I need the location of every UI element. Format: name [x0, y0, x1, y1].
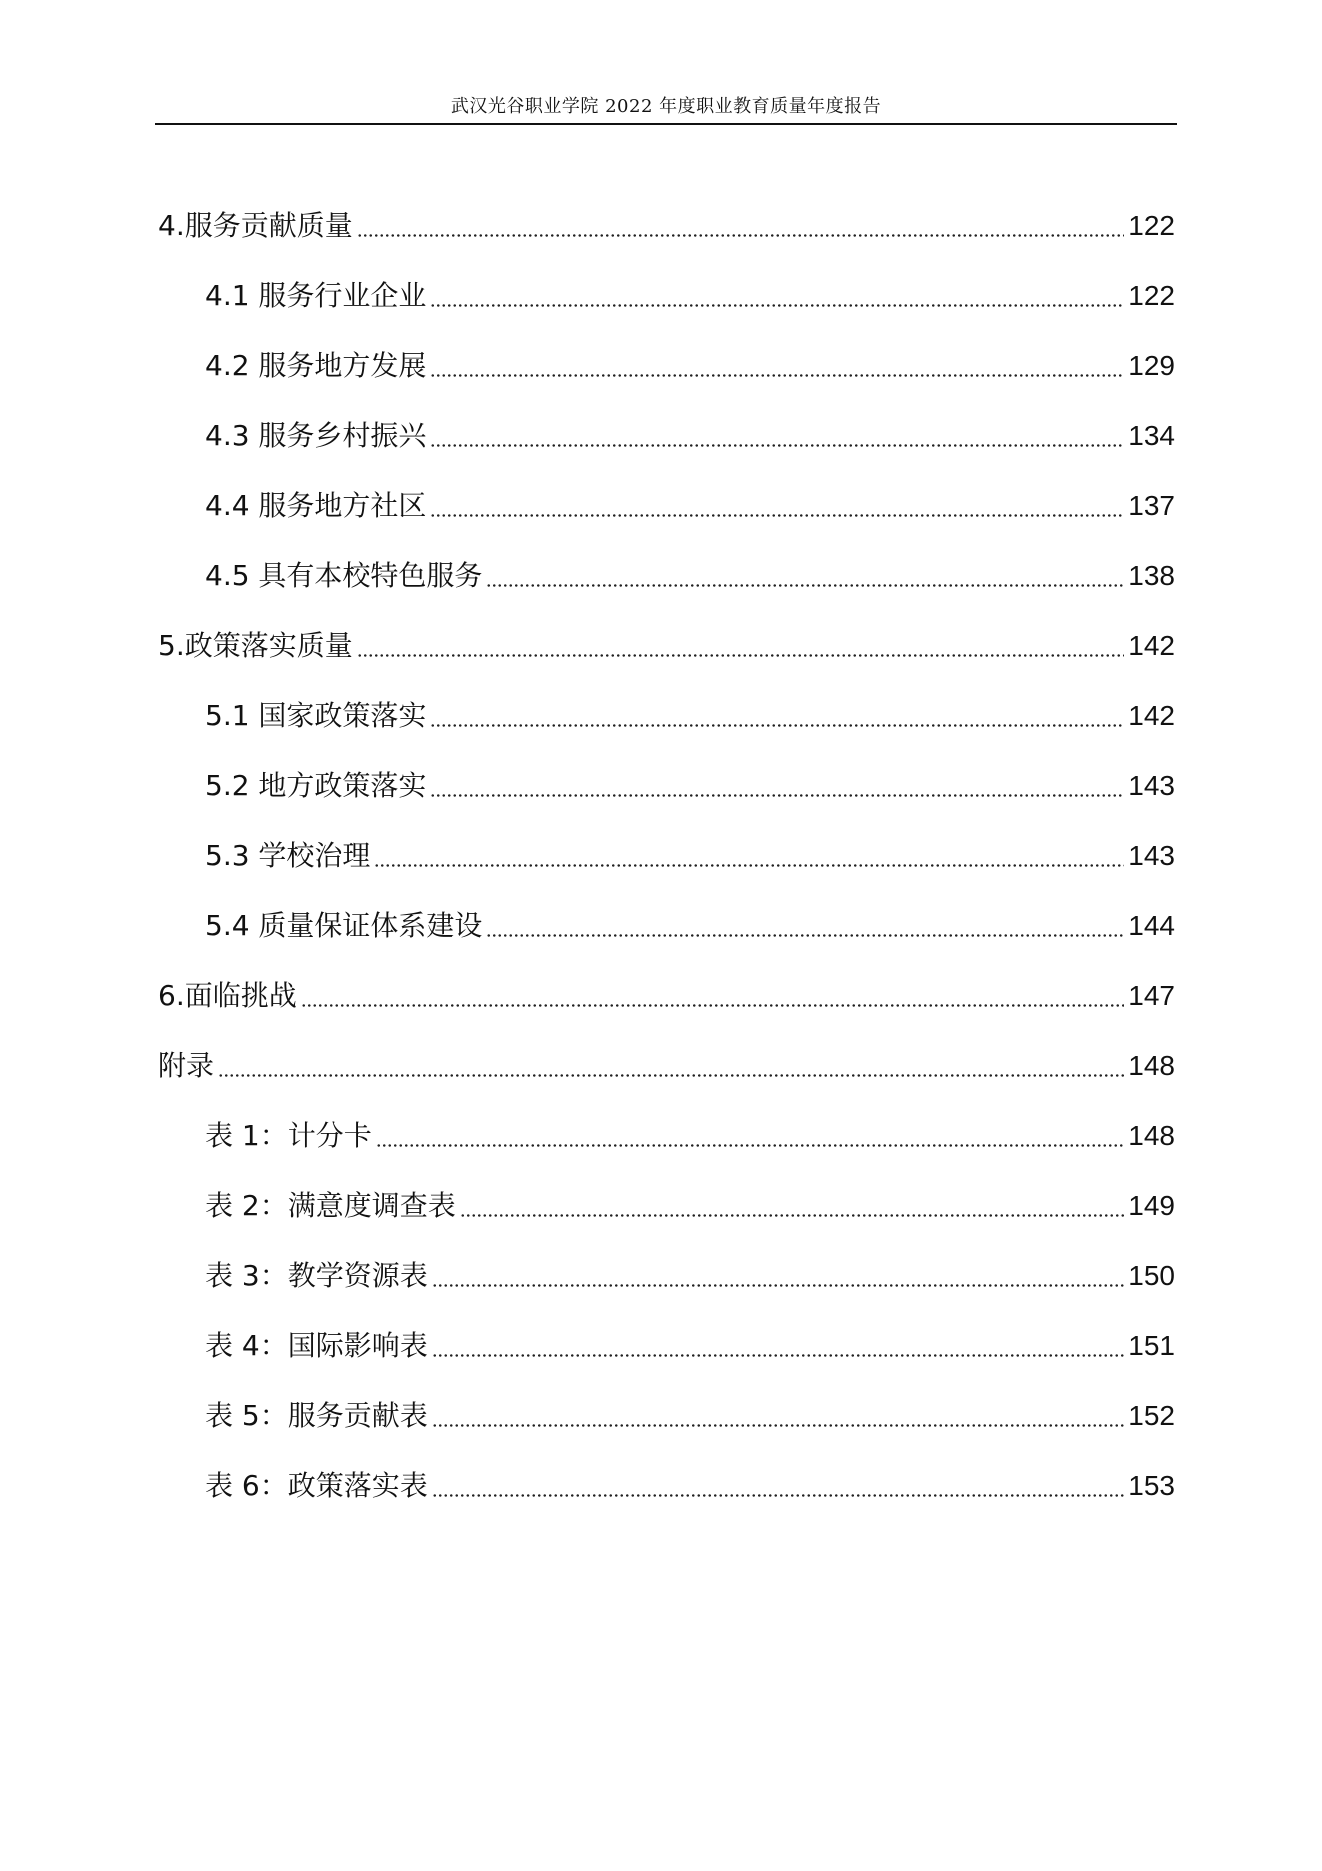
toc-dot-leader — [486, 584, 1124, 587]
toc-dot-leader — [430, 374, 1124, 377]
toc-entry[interactable] — [205, 556, 1175, 596]
toc-dot-leader — [430, 304, 1124, 307]
toc-entry-page: 148 — [1128, 1120, 1175, 1151]
toc-entry-title: 表 4：国际影响表 — [205, 1329, 428, 1362]
toc-entry[interactable] — [158, 206, 1175, 246]
toc-entry[interactable] — [205, 486, 1175, 526]
toc-dot-leader — [374, 864, 1124, 867]
toc-entry-title: 4.2 服务地方发展 — [205, 349, 427, 382]
toc-dot-leader — [430, 794, 1124, 797]
toc-entry-page: 142 — [1128, 630, 1175, 661]
toc-entry-page: 142 — [1128, 700, 1175, 731]
toc-entry-page: 152 — [1128, 1400, 1175, 1431]
toc-dot-leader — [357, 234, 1125, 237]
toc-entry-title: 4.4 服务地方社区 — [205, 489, 427, 522]
toc-entry[interactable] — [158, 1046, 1175, 1086]
toc-entry-title: 表 6：政策落实表 — [205, 1469, 428, 1502]
header-divider — [155, 123, 1177, 125]
toc-entry[interactable] — [205, 766, 1175, 806]
toc-dot-leader — [357, 654, 1125, 657]
toc-entry-title: 表 2：满意度调查表 — [205, 1189, 456, 1222]
toc-entry-page: 122 — [1128, 210, 1175, 241]
toc-dot-leader — [432, 1424, 1125, 1427]
toc-entry-title: 6.面临挑战 — [158, 979, 297, 1012]
toc-dot-leader — [432, 1284, 1125, 1287]
toc-entry-title: 表 1：计分卡 — [205, 1119, 372, 1152]
toc-entry-title: 4.服务贡献质量 — [158, 209, 353, 242]
toc-entry-page: 143 — [1128, 840, 1175, 871]
toc-entry-page: 143 — [1128, 770, 1175, 801]
toc-entry-page: 149 — [1128, 1190, 1175, 1221]
toc-entry[interactable] — [205, 1326, 1175, 1366]
toc-entry-page: 144 — [1128, 910, 1175, 941]
toc-entry-title: 5.政策落实质量 — [158, 629, 353, 662]
toc-entry[interactable] — [205, 1396, 1175, 1436]
toc-entry-page: 151 — [1128, 1330, 1175, 1361]
toc-dot-leader — [432, 1494, 1125, 1497]
toc-entry[interactable] — [205, 696, 1175, 736]
toc-entry-page: 122 — [1128, 280, 1175, 311]
toc-entry-page: 153 — [1128, 1470, 1175, 1501]
toc-dot-leader — [486, 934, 1124, 937]
toc-entry[interactable] — [158, 626, 1175, 666]
toc-entry-title: 4.5 具有本校特色服务 — [205, 559, 483, 592]
toc-entry-title: 4.3 服务乡村振兴 — [205, 419, 427, 452]
toc-entry-title: 5.2 地方政策落实 — [205, 769, 427, 802]
toc-entry[interactable] — [205, 1186, 1175, 1226]
toc-dot-leader — [376, 1144, 1125, 1147]
toc-entry-page: 150 — [1128, 1260, 1175, 1291]
toc-entry-title: 5.1 国家政策落实 — [205, 699, 427, 732]
toc-entry[interactable] — [158, 976, 1175, 1016]
toc-entry[interactable] — [205, 1116, 1175, 1156]
toc-dot-leader — [218, 1074, 1124, 1077]
toc-entry[interactable] — [205, 276, 1175, 316]
toc-dot-leader — [301, 1004, 1125, 1007]
toc-entry[interactable] — [205, 906, 1175, 946]
toc-entry[interactable] — [205, 416, 1175, 456]
toc-entry-page: 148 — [1128, 1050, 1175, 1081]
toc-entry-title: 表 5：服务贡献表 — [205, 1399, 428, 1432]
toc-dot-leader — [430, 724, 1124, 727]
toc-dot-leader — [430, 514, 1124, 517]
toc-entry-page: 137 — [1128, 490, 1175, 521]
toc-entry-title: 4.1 服务行业企业 — [205, 279, 427, 312]
toc-dot-leader — [432, 1354, 1125, 1357]
toc-entry-page: 134 — [1128, 420, 1175, 451]
toc-entry-title: 表 3：教学资源表 — [205, 1259, 428, 1292]
toc-dot-leader — [460, 1214, 1125, 1217]
toc-entry-page: 129 — [1128, 350, 1175, 381]
toc-entry-page: 138 — [1128, 560, 1175, 591]
toc-entry[interactable] — [205, 346, 1175, 386]
toc-entry-title: 5.4 质量保证体系建设 — [205, 909, 483, 942]
toc-entry-title: 附录 — [158, 1049, 215, 1082]
toc-entry-page: 147 — [1128, 980, 1175, 1011]
toc-dot-leader — [430, 444, 1124, 447]
page-header-title: 武汉光谷职业学院 2022 年度职业教育质量年度报告 — [450, 96, 882, 117]
toc-entry[interactable] — [205, 1466, 1175, 1506]
toc-entry[interactable] — [205, 1256, 1175, 1296]
toc-entry[interactable] — [205, 836, 1175, 876]
toc-entry-title: 5.3 学校治理 — [205, 839, 371, 872]
